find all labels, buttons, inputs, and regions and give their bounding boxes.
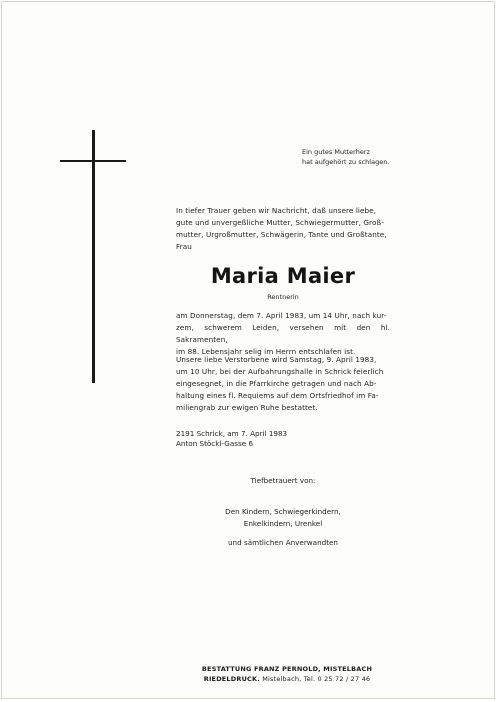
printer-name: RIEDELDRUCK.: [203, 675, 260, 683]
funeral-notice-line: miliengrab zur ewigen Ruhe bestattet.: [176, 403, 318, 412]
funeral-home-imprint: BESTATTUNG FRANZ PERNOLD, MISTELBACH: [201, 665, 373, 673]
deceased-name: Maria Maier: [210, 264, 356, 288]
death-notice-paragraph: [176, 310, 390, 358]
motto-line-2: hat aufgehört zu schlagen.: [302, 158, 390, 166]
intro-line: gute und unvergeßliche Mutter, Schwiegermutter, Groß-: [176, 218, 384, 227]
funeral-notice-line: haltung eines fl. Requiems auf dem Ortsfriedhof im Fa-: [176, 391, 379, 400]
mourners-line-3: und sämtlichen Anverwandten: [228, 538, 338, 547]
intro-line: mutter, Urgroßmutter, Schwägerin, Tante und Großtante,: [176, 230, 387, 239]
mourners-heading: Tiefbetrauert von:: [250, 476, 316, 485]
cross-vertical-bar: [92, 130, 95, 383]
intro-paragraph: [176, 205, 390, 253]
cross-horizontal-bar: [60, 160, 126, 162]
intro-line: In tiefer Trauer geben wir Nachricht, daß unsere liebe,: [176, 206, 377, 215]
obituary-page: [2, 2, 494, 698]
mourners-line-2: Enkelkindern, Urenkel: [243, 519, 323, 528]
intro-line: Frau: [176, 242, 192, 251]
motto: [302, 147, 389, 167]
funeral-notice-line: Unsere liebe Verstorbene wird Samstag, 9. April 1983,: [176, 355, 377, 364]
mourners-line-1: Den Kindern, Schwiegerkindern,: [225, 507, 341, 516]
death-notice-line: im 88. Lebensjahr selig im Herrn entschlafen ist.: [176, 347, 356, 356]
deceased-occupation: Rentnerin: [267, 293, 299, 301]
death-notice-line: am Donnerstag, dem 7. April 1983, um 14 Uhr, nach kur-: [176, 311, 387, 320]
funeral-notice-line: eingesegnet, in die Pfarrkirche getragen und nach Ab-: [176, 379, 377, 388]
place-and-date: 2191 Schrick, am 7. April 1983: [176, 429, 288, 438]
funeral-notice-paragraph: [176, 354, 390, 414]
family-address: Anton Stöckl-Gasse 6: [176, 439, 254, 448]
printer-contact: Mistelbach, Tel. 0 25 72 / 27 46: [259, 675, 371, 683]
motto-line-1: Ein gutes Mutterherz: [302, 148, 370, 156]
printer-imprint: [142, 675, 432, 683]
funeral-notice-line: um 10 Uhr, bei der Aufbahrungshalle in Schrick feierlich: [176, 367, 384, 376]
death-notice-line: zem, schwerem Leiden, versehen mit den hl. Sakramenten,: [176, 323, 390, 344]
